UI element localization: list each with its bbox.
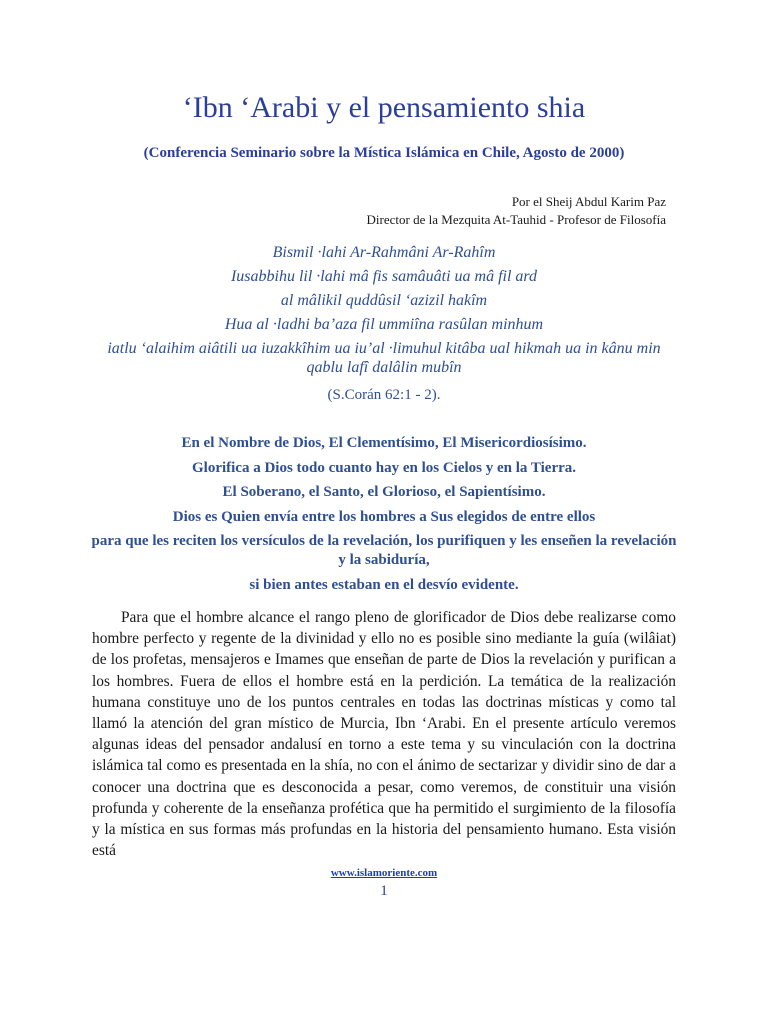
translation-line: Dios es Quien envía entre los hombres a Sus elegidos de entre ellos xyxy=(172,508,596,525)
translation-line: para que les reciten los versículos de la revelación, los purifiquen y les enseñen la revelación y la sabiduría, xyxy=(91,533,677,568)
verse-line: al mâlikil quddûsil ‘azizil hakîm xyxy=(280,292,488,309)
website-link[interactable]: www.islamoriente.com xyxy=(330,867,438,879)
verse-translation xyxy=(90,431,678,598)
page-footer xyxy=(0,863,768,900)
author-block xyxy=(367,193,666,229)
translation-line: si bien antes estaban en el desvío evidente. xyxy=(249,577,519,593)
translation-line: Glorifica a Dios todo cuanto hay en los Cielos y en la Tierra. xyxy=(191,459,577,476)
author-name: Por el Sheij Abdul Karim Paz xyxy=(511,194,666,209)
author-role: Director de la Mezquita At-Tauhid - Profesor de Filosofía xyxy=(366,212,666,227)
arabic-verses xyxy=(90,241,678,407)
verse-line: Hua al ·ladhi ba’aza fil ummiîna rasûlan minhum xyxy=(224,316,544,333)
verse-citation: (S.Corán 62:1 - 2). xyxy=(327,387,441,403)
verse-line: Iusabbihu lil ·lahi mâ fis samâuâti ua mâ fil ard xyxy=(230,268,538,285)
document-title: ‘Ibn ‘Arabi y el pensamiento shia xyxy=(182,91,586,124)
verse-line: iatlu ‘alaihim aiâtili ua iuzakkîhim ua iu’al ·limuhul kitâba ual hikmah ua in kânu min qablu lafî dalâlin mubîn xyxy=(107,340,661,376)
verse-line: Bismil ·lahi Ar-Rahmâni Ar-Rahîm xyxy=(272,244,496,261)
translation-line: El Soberano, el Santo, el Glorioso, el Sapientísimo. xyxy=(222,484,546,500)
page-number: 1 xyxy=(380,883,388,899)
document-subtitle: (Conferencia Seminario sobre la Mística Islámica en Chile, Agosto de 2000) xyxy=(143,145,625,161)
body-paragraph: Para que el hombre alcance el rango pleno de glorificador de Dios debe realizarse como hombre perfecto y regente de la divinidad y ello no es posible sino mediante la guía (wilâiat) de los profetas, mensajeros e Imames que enseñan de parte de Dios la revelación y purifican a los hombres. Fuera de ellos el hombre está en la perdición. La temática de la realización humana constituye uno de los puntos centrales en todas las doctrinas místicas y como tal llamó la atención del gran místico de Murcia, Ibn ‘Arabi. En el presente artículo veremos algunas ideas del pensador andalusí en torno a este tema y su vinculación con la doctrina islámica tal como es presentada en la shía, no con el ánimo de sectarizar y dividir sino de dar a conocer una doctrina que es desconocida a pesar, como veremos, de constituir una visión profunda y coherente de la enseñanza profética que ha permitido el surgimiento de la filosofía y la mística en sus formas más profundas en la historia del pensamiento humano. Esta visión está xyxy=(92,609,676,860)
translation-line: En el Nombre de Dios, El Clementísimo, El Misericordiosísimo. xyxy=(181,435,587,451)
